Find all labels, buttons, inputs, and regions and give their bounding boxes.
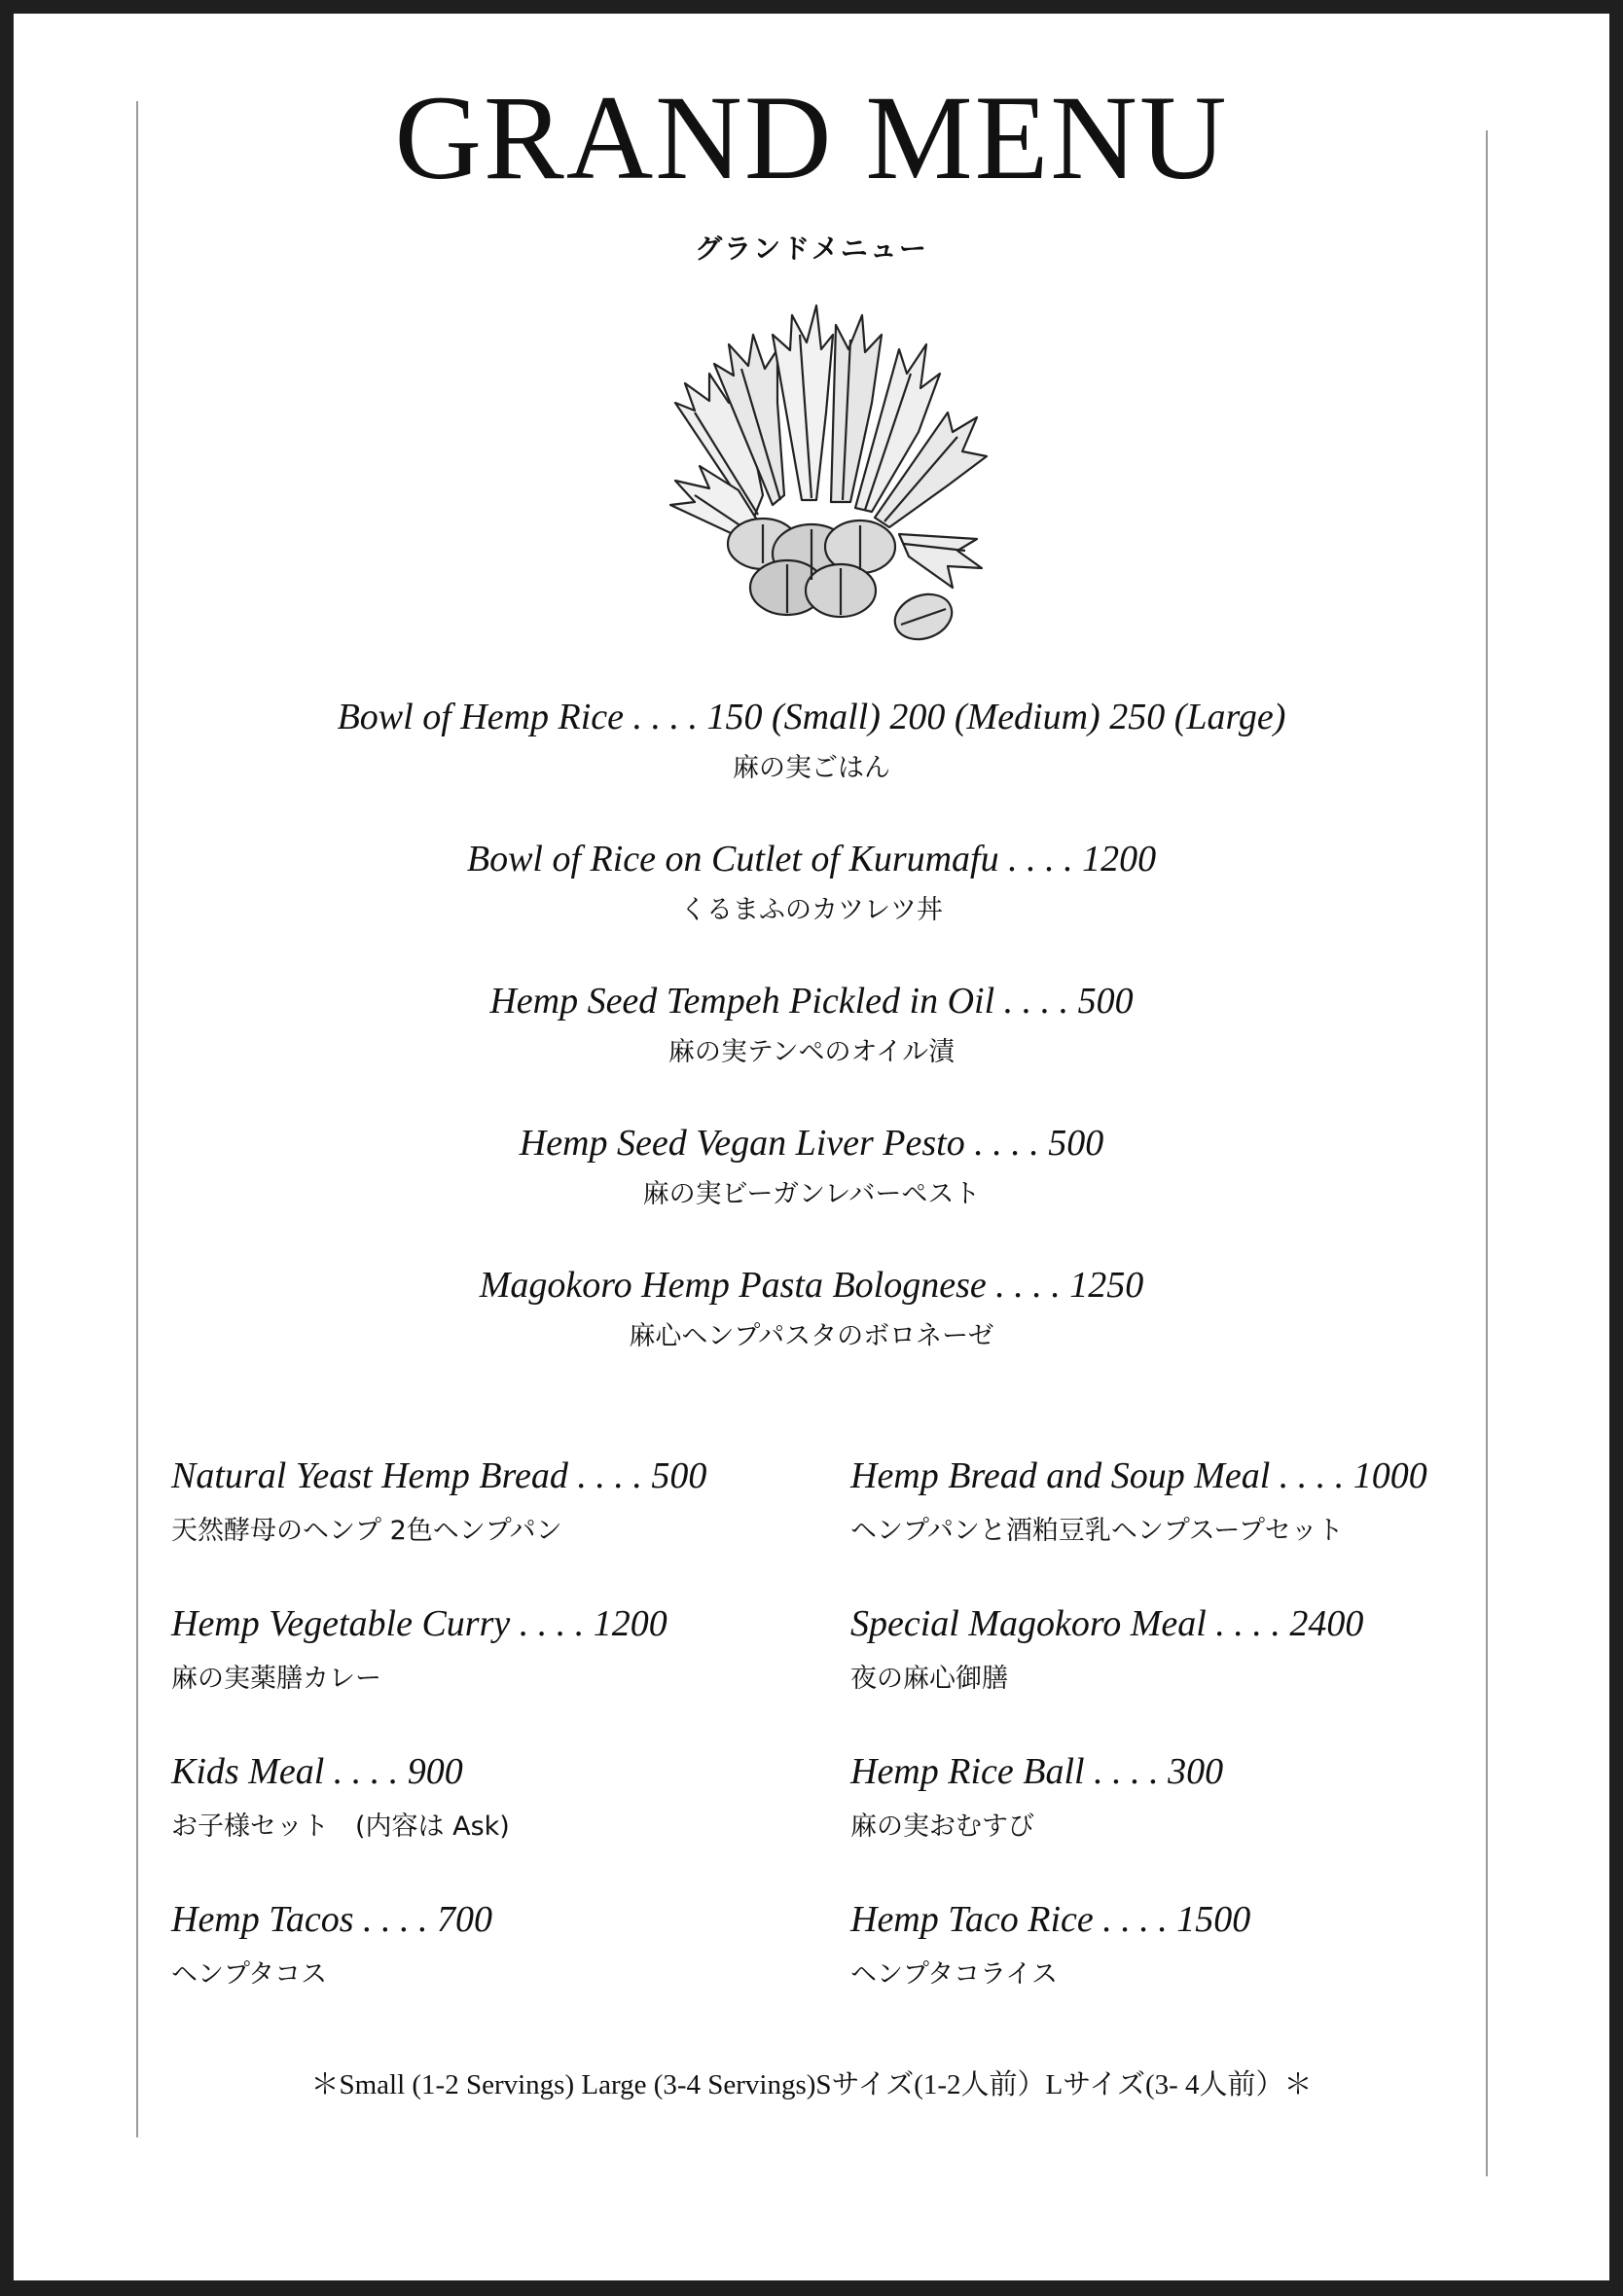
item-name: Hemp Seed Vegan Liver Pesto . . . . 500: [519, 1123, 1104, 1164]
center-menu-item: [14, 695, 1609, 786]
item-name-japanese: ヘンプタコス: [171, 1959, 328, 1990]
left-menu-item: [171, 1453, 706, 1549]
item-name-japanese: 麻心ヘンプパスタのボロネーゼ: [629, 1321, 994, 1351]
item-name-japanese: くるまふのカツレツ丼: [680, 895, 943, 925]
item-name-japanese: 麻の実ビーガンレバーペスト: [642, 1179, 981, 1209]
item-name-japanese: お子様セット (内容は Ask): [171, 1812, 510, 1842]
item-name-japanese: ヘンプパンと酒粕豆乳ヘンプスープセット: [850, 1516, 1344, 1546]
item-name-japanese: 夜の麻心御膳: [850, 1664, 1008, 1694]
item-name: Bowl of Rice on Cutlet of Kurumafu . . . . 1200: [466, 839, 1157, 879]
serving-size-footnote: ＊Small (1-2 Servings) Large (3-4 Servings)Sサイズ(1-2人前）Lサイズ(3- 4人前）＊: [310, 2069, 1313, 2100]
center-menu-item: [14, 979, 1609, 1070]
hemp-leaves-and-seeds-icon: [656, 296, 1006, 656]
center-menu-item: [14, 1263, 1609, 1354]
menu-title: GRAND MENU: [394, 71, 1229, 204]
center-menu-item: [14, 837, 1609, 928]
item-name: Hemp Taco Rice . . . . 1500: [850, 1899, 1251, 1940]
menu-page: [14, 14, 1609, 2280]
right-menu-item: [850, 1749, 1223, 1845]
item-name: Hemp Vegetable Curry . . . . 1200: [171, 1603, 667, 1644]
item-name: Kids Meal . . . . 900: [171, 1751, 463, 1792]
item-name-japanese: 天然酵母のヘンプ 2色ヘンプパン: [171, 1516, 562, 1546]
item-name: Hemp Tacos . . . . 700: [171, 1899, 493, 1940]
menu-subtitle: グランドメニュー: [695, 233, 928, 265]
item-name-japanese: ヘンプタコライス: [850, 1959, 1059, 1990]
left-menu-item: [171, 1897, 492, 1992]
item-name-japanese: 麻の実薬膳カレー: [171, 1664, 381, 1694]
item-name: Hemp Rice Ball . . . . 300: [850, 1751, 1224, 1792]
right-menu-item: [850, 1897, 1250, 1992]
left-menu-item: [171, 1601, 667, 1697]
item-name-japanese: 麻の実テンペのオイル漬: [667, 1037, 956, 1067]
item-name: Hemp Bread and Soup Meal . . . . 1000: [850, 1455, 1427, 1496]
left-border-line: [136, 101, 138, 2137]
item-name: Bowl of Hemp Rice . . . . 150 (Small) 200 (Medium) 250 (Large): [337, 697, 1286, 737]
center-menu-item: [14, 1121, 1609, 1212]
right-menu-item: [850, 1601, 1363, 1697]
item-name: Special Magokoro Meal . . . . 2400: [850, 1603, 1364, 1644]
left-menu-item: [171, 1749, 510, 1845]
right-menu-item: [850, 1453, 1427, 1549]
item-name-japanese: 麻の実おむすび: [850, 1812, 1034, 1842]
item-name: Magokoro Hemp Pasta Bolognese . . . . 1250: [479, 1265, 1144, 1306]
item-name: Natural Yeast Hemp Bread . . . . 500: [171, 1455, 707, 1496]
item-name: Hemp Seed Tempeh Pickled in Oil . . . . 500: [489, 981, 1134, 1022]
item-name-japanese: 麻の実ごはん: [733, 753, 890, 783]
